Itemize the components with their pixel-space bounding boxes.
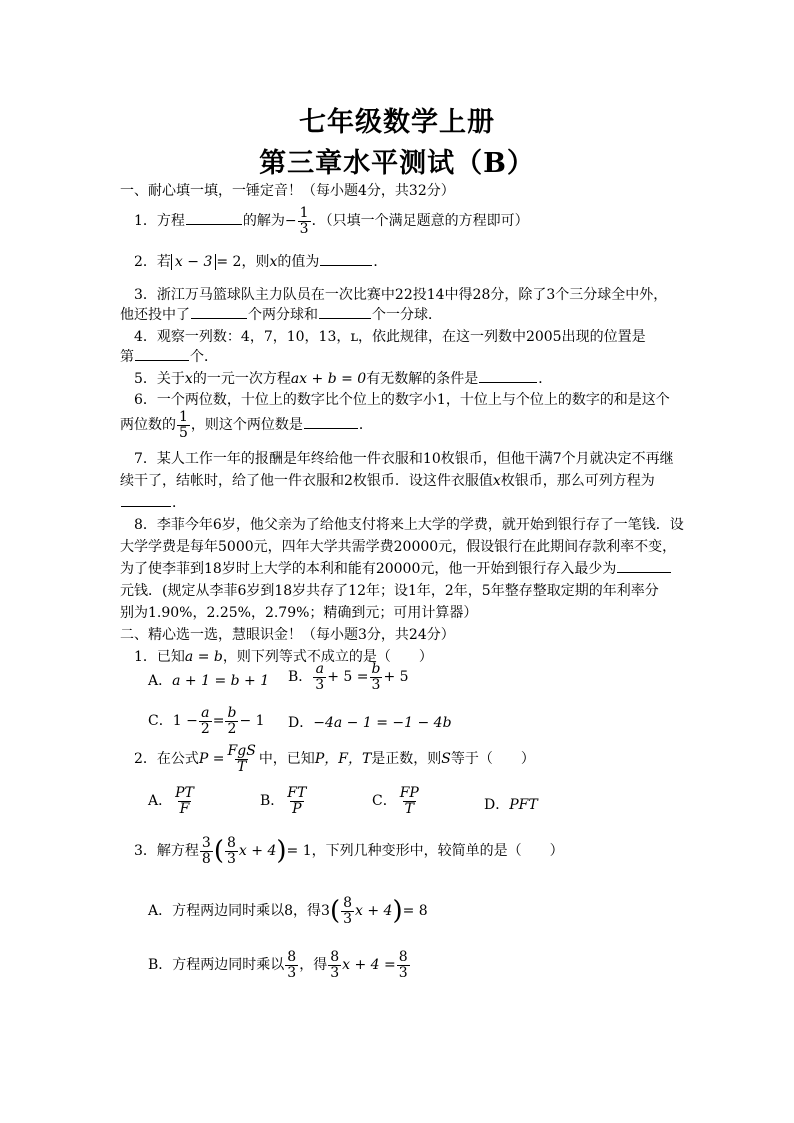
page-title: 七年级数学上册 [299,107,495,138]
answer-blank[interactable] [186,223,242,225]
page-subtitle: 第三章水平测试（B） [259,148,535,179]
mc2-option-c[interactable]: C． $\frac{FP}{T}$ [372,785,419,817]
question-8-line-2: 大学学费是每年5000元，四年大学共需学费20000元，假设银行在此期间存款利率不变， [120,539,677,555]
question-5: 5．关于x的一元一次方程ax + b = 0有无数解的条件是 ． [134,371,553,387]
answer-blank[interactable] [121,505,171,507]
mc1-option-a[interactable]: A．a + 1 = b + 1 [148,673,270,689]
mc2-option-d[interactable]: D．PFT [484,797,538,813]
mc2-option-b[interactable]: B． $\frac{FT}{P}$ [260,785,307,817]
question-8-line-3: 为了使李菲到18岁时上大学的本利和能有20000元，他一开始到银行存入最少为 [120,562,672,576]
question-8-line-1: 8．李菲今年6岁，他父亲为了给他支付将来上大学的学费，就开始到银行存了一笔钱．设 [134,517,684,533]
question-3-line-1: 3．浙江万马篮球队主力队员在一次比赛中22投14中得28分，除了3个三分球全中外， [134,287,668,303]
fraction: $\frac{1}{3}$ [299,205,309,237]
answer-blank[interactable] [304,427,358,429]
answer-blank[interactable] [617,571,671,573]
section-1-heading: 一、耐心填一填，一锤定音！（每小题4分，共32分） [120,183,455,199]
mc3-option-b[interactable]: B．方程两边同时乘以 $\frac{8}{3}$ ，得 $\frac{8}{3}$ x + 4 = $\frac{8}{3}$ [148,949,408,981]
question-4-line-1: 4．观察一列数：4，7，10，13，ʟ，依此规律，在这一列数中2005出现的位置是 [134,329,646,345]
answer-blank[interactable] [479,381,537,383]
question-7-line-1: 7．某人工作一年的报酬是年终给他一件衣服和10枚银币，但他干满7个月就决定不再继 [134,451,674,467]
question-2: 2．若 x − 3 = 2，则x的值为 ． [134,254,388,270]
section-2-heading: 二、精心选一选，慧眼识金！（每小题3分，共24分） [120,627,455,643]
question-7-line-3: ． [120,496,186,510]
fraction: $\frac{1}{5}$ [179,409,188,441]
answer-blank[interactable] [191,317,247,319]
mc-question-2: 2．在公式P = $\frac{\text{FgS}}{T}$ 中，已知P，F，T是正数，则S等于（ ） [134,743,535,775]
mc1-option-d[interactable]: D．−4a − 1 = −1 − 4b [288,715,452,731]
mc1-option-b[interactable]: B． $\frac{a}{3}$ + 5 = $\frac{b}{3}$ + 5 [288,661,409,693]
answer-blank[interactable] [320,264,372,266]
answer-blank[interactable] [319,317,371,319]
mc2-option-a[interactable]: A． $\frac{PT}{F}$ [148,785,194,817]
question-3-line-2: 他还投中了 个两分球和 个一分球． [120,307,442,323]
mc1-option-c[interactable]: C．1 − $\frac{a}{2}$ = $\frac{b}{2}$ − 1 [148,705,265,737]
question-1: 1．方程 的解为− $\frac{1}{3}$ ．（只填一个满足题意的方程即可） [134,205,529,237]
mc3-option-a[interactable]: A．方程两边同时乘以8，得3( $\frac{8}{3}$ x + 4)= 8 [148,895,428,927]
answer-blank[interactable] [135,359,189,361]
question-8-line-4: 元钱．(规定从李菲6岁到18岁共存了12年；设1年，2年，5年整存整取定期的年利率分 [120,583,659,599]
absolute-value: x − 3 [171,254,216,270]
mc-question-3: 3．解方程 $\frac{3}{8}$ ( $\frac{8}{3}$ x + 4)= 1，下列几种变形中，较简单的是（ ） [134,835,564,867]
question-6-line-1: 6．一个两位数，十位上的数字比个位上的数字小1，十位上与个位上的数字的和是这个 [134,392,670,408]
question-4-line-2: 第 个． [120,349,218,365]
question-7-line-2: 续干了，结帐时，给了他一件衣服和2枚银币．设这件衣服值x枚银币，那么可列方程为 [120,473,655,489]
question-8-line-5: 别为1.90%，2.25%，2.79%；精确到元；可用计算器） [120,605,478,621]
mc-question-1: 1．已知a = b，则下列等式不成立的是（ ） [134,649,433,665]
question-6-line-2: 两位数的 $\frac{1}{5}$ ，则这个两位数是 ． [120,409,373,441]
